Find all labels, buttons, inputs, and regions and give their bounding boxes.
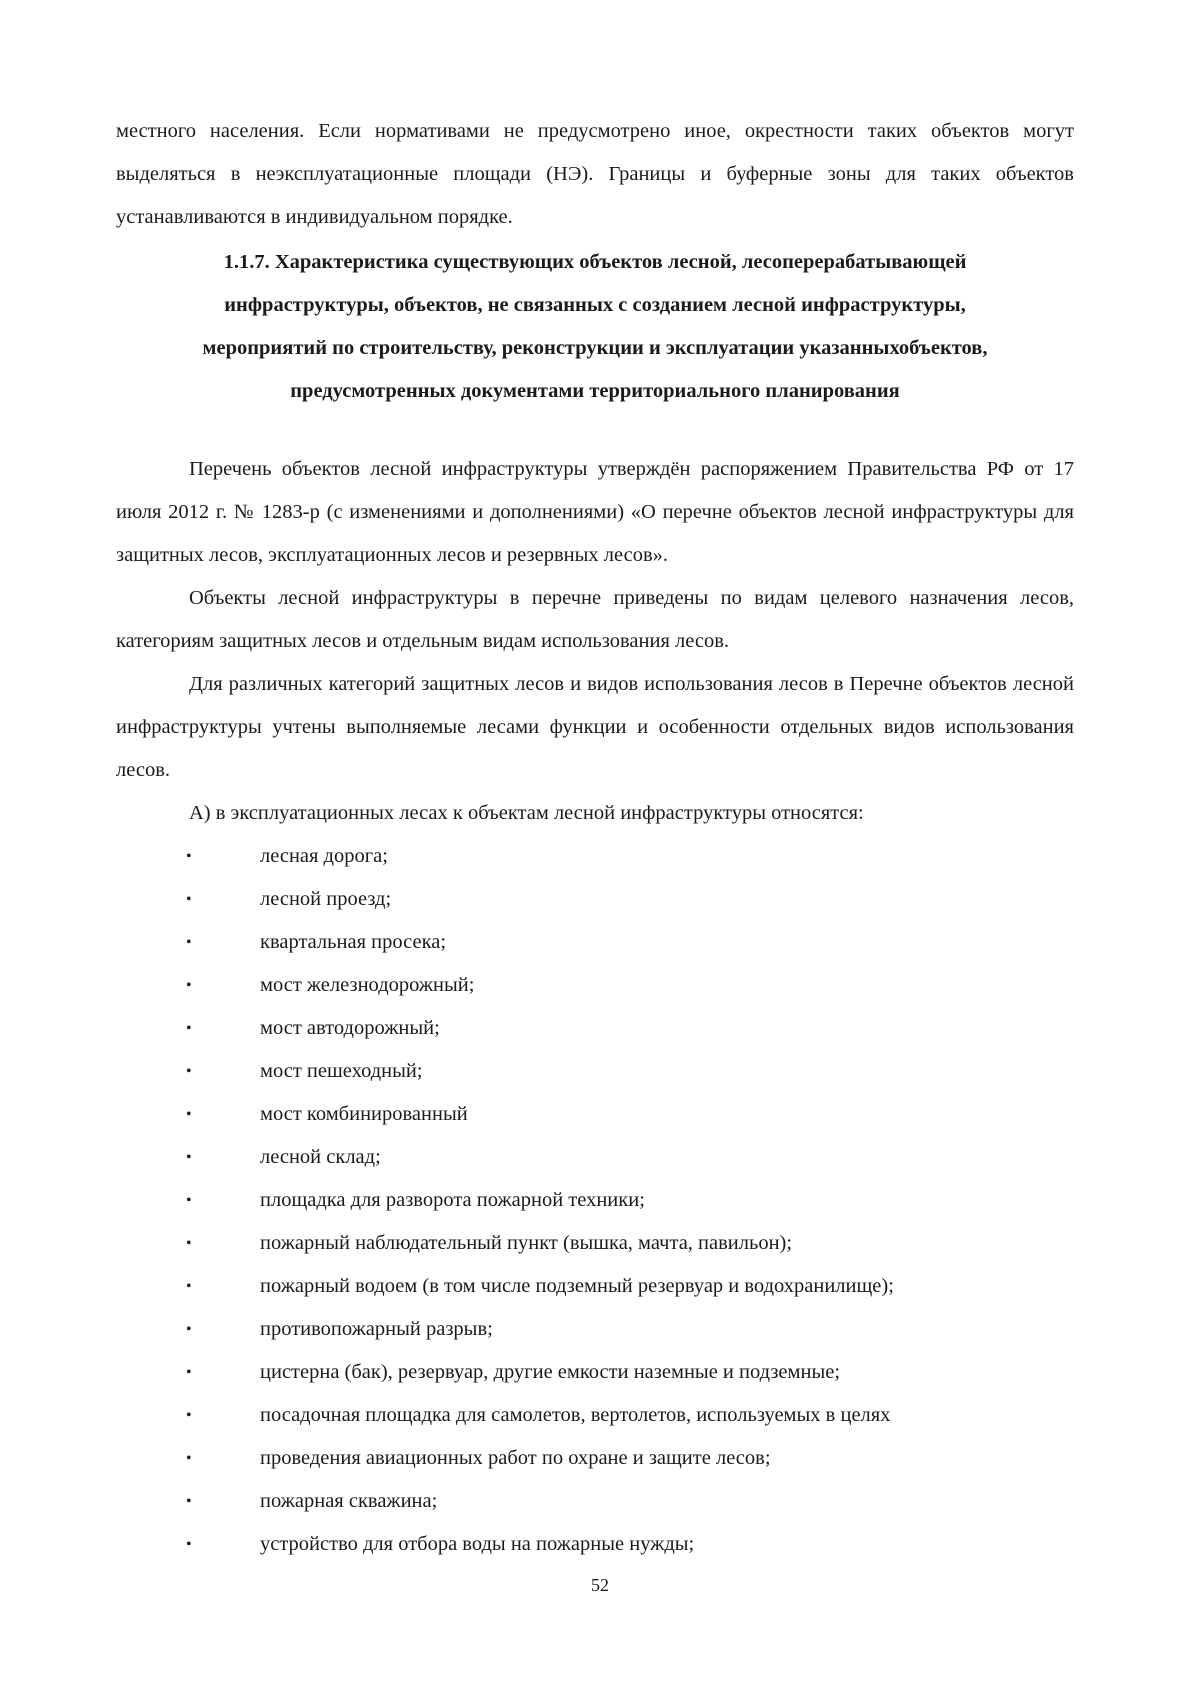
list-item-text: лесной проезд;: [260, 888, 392, 910]
bullet-icon: •: [186, 1493, 192, 1510]
bullet-icon: •: [186, 1020, 192, 1037]
list-item: [116, 1523, 1074, 1566]
paragraph-functions: Для различных категорий защитных лесов и видов использования лесов в Перечне объектов лесной инфраструктуры учтены выполняемые лесами функции и особенности отдельных видов использования лесов.: [116, 673, 1074, 781]
bullet-icon: •: [186, 977, 192, 994]
list-item-text: посадочная площадка для самолетов, вертолетов, используемых в целях: [260, 1404, 891, 1426]
list-item: [116, 1351, 1074, 1394]
list-item-text: площадка для разворота пожарной техники;: [260, 1189, 645, 1211]
list-item-text: пожарный водоем (в том числе подземный резервуар и водохранилище);: [260, 1275, 894, 1297]
bullet-icon: •: [186, 1278, 192, 1295]
list-item: [116, 921, 1074, 964]
spacer: [116, 413, 1074, 448]
list-item: [116, 1007, 1074, 1050]
list-item-text: устройство для отбора воды на пожарные нужды;: [260, 1533, 695, 1555]
list-item: [116, 1179, 1074, 1222]
bullet-icon: •: [186, 1407, 192, 1424]
list-item: [116, 964, 1074, 1007]
list-item: [116, 1480, 1074, 1523]
bullet-icon: •: [186, 1106, 192, 1123]
list-item: [116, 1050, 1074, 1093]
section-heading-line-2: инфраструктуры, объектов, не связанных с созданием лесной инфраструктуры,: [224, 294, 966, 316]
page-number: 52: [591, 1575, 609, 1595]
list-item: [116, 1265, 1074, 1308]
paragraph-object-categories: Объекты лесной инфраструктуры в перечне приведены по видам целевого назначения лесов, категориям защитных лесов и отдельным видам использования лесов.: [116, 587, 1074, 652]
bullet-icon: •: [186, 891, 192, 908]
page-content: [116, 110, 1074, 1566]
list-item-text: мост комбинированный: [260, 1103, 468, 1125]
section-heading: [116, 241, 1074, 413]
list-item-text: цистерна (бак), резервуар, другие емкости наземные и подземные;: [260, 1361, 841, 1383]
list-item-text: проведения авиационных работ по охране и защите лесов;: [260, 1447, 771, 1469]
list-item-text: пожарный наблюдательный пункт (вышка, мачта, павильон);: [260, 1232, 793, 1254]
bullet-icon: •: [186, 1063, 192, 1080]
paragraph-list-intro: А) в эксплуатационных лесах к объектам лесной инфраструктуры относятся:: [189, 802, 864, 824]
list-item-text: противопожарный разрыв;: [260, 1318, 493, 1340]
section-heading-line-1: 1.1.7. Характеристика существующих объектов лесной, лесоперерабатывающей: [223, 251, 967, 273]
list-item: [116, 1136, 1074, 1179]
bullet-icon: •: [186, 1450, 192, 1467]
list-item-text: мост железнодорожный;: [260, 974, 475, 996]
list-item: [116, 1093, 1074, 1136]
list-item: [116, 1308, 1074, 1351]
bullet-icon: •: [186, 1364, 192, 1381]
bullet-icon: •: [186, 934, 192, 951]
bullet-icon: •: [186, 1536, 192, 1553]
bullet-icon: •: [186, 1192, 192, 1209]
list-item: [116, 1437, 1074, 1480]
list-item: [116, 835, 1074, 878]
bullet-icon: •: [186, 1321, 192, 1338]
list-item-text: лесная дорога;: [260, 845, 388, 867]
bullet-icon: •: [186, 1235, 192, 1252]
list-item: [116, 1222, 1074, 1265]
intro-paragraph: местного населения. Если нормативами не предусмотрено иное, окрестности таких объектов могут выделяться в неэксплуатационные площади (НЭ). Границы и буферные зоны для таких объектов устанавливаются в индивидуальном порядке.: [116, 120, 1074, 228]
list-item-text: квартальная просека;: [260, 931, 447, 953]
list-item-text: пожарная скважина;: [260, 1490, 438, 1512]
list-item-text: мост автодорожный;: [260, 1017, 440, 1039]
section-heading-line-4: предусмотренных документами территориального планирования: [290, 380, 900, 402]
infrastructure-bullet-list: [116, 835, 1074, 1566]
section-heading-line-3: мероприятий по строительству, реконструкции и эксплуатации указанныхобъектов,: [202, 337, 988, 359]
list-item: [116, 1394, 1074, 1437]
bullet-icon: •: [186, 1149, 192, 1166]
list-item: [116, 878, 1074, 921]
paragraph-forest-infrastructure-list: Перечень объектов лесной инфраструктуры утверждён распоряжением Правительства РФ от 17 июля 2012 г. № 1283-р (с изменениями и дополнениями) «О перечне объектов лесной инфраструктуры для защитных лесов, эксплуатационных лесов и резервных лесов».: [116, 458, 1074, 566]
bullet-icon: •: [186, 848, 192, 865]
list-item-text: лесной склад;: [260, 1146, 381, 1168]
list-item-text: мост пешеходный;: [260, 1060, 423, 1082]
